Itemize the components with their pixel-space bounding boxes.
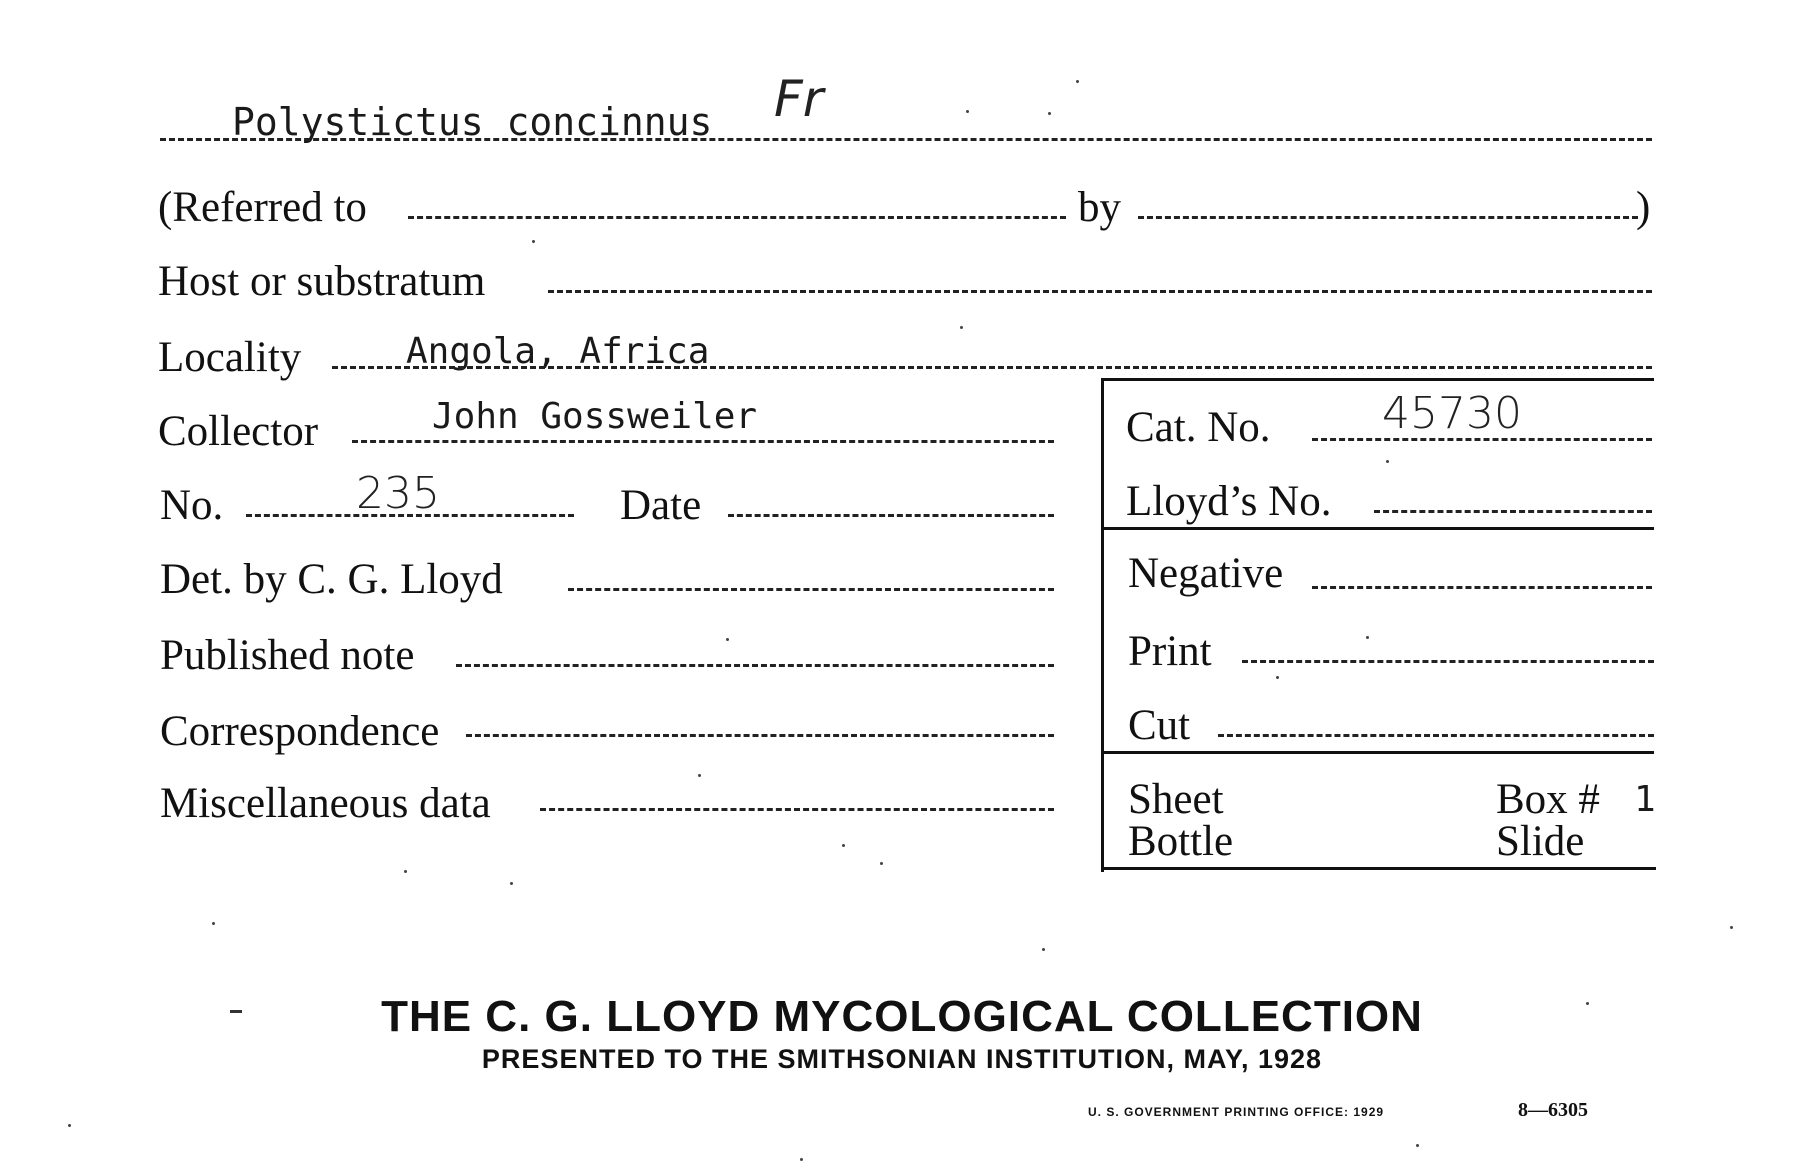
locality-line [332,366,1652,369]
misc-data-label: Miscellaneous data [160,780,491,827]
negative-label: Negative [1128,550,1284,597]
species-annotation: Fr [774,70,824,128]
scan-speck [960,326,963,329]
det-by-label: Det. by C. G. Lloyd [160,556,503,603]
print-label: Print [1128,628,1212,675]
published-note-label: Published note [160,632,415,679]
scan-speck [1366,636,1369,639]
collector-label: Collector [158,408,319,455]
collection-subtitle: PRESENTED TO THE SMITHSONIAN INSTITUTION, MAY, 1928 [481,1044,1323,1074]
bottle-label: Bottle [1128,818,1234,865]
scan-speck [68,1124,71,1127]
box-bottom-rule [1102,867,1656,870]
cat-no-value: 45730 [1382,388,1522,439]
collection-title: THE C. G. LLOYD MYCOLOGICAL COLLECTION [381,992,1423,1041]
negative-line [1312,586,1652,589]
collector-value: John Gossweiler [432,396,758,437]
box-rule-2 [1102,751,1654,754]
referred-by-label: by [1078,184,1121,231]
scan-speck [1730,926,1733,929]
scan-mark [230,1010,242,1013]
det-by-line [568,588,1054,591]
cut-line [1218,734,1654,737]
misc-data-line [540,808,1054,811]
box-rule-1 [1102,527,1654,530]
box-top-rule [1102,378,1654,381]
referred-to-line [408,216,1066,219]
scan-speck [212,922,215,925]
scan-speck [1586,1002,1589,1005]
collector-line [352,440,1054,443]
close-paren: ) [1636,184,1651,231]
scan-speck [1076,80,1079,83]
number-label: No. [160,482,224,529]
cut-label: Cut [1128,702,1191,749]
locality-label: Locality [158,334,302,381]
species-name: Polystictus concinnus [232,100,713,144]
correspondence-line [466,734,1054,737]
sheet-label: Sheet [1128,776,1224,823]
scan-speck [698,774,701,777]
scan-speck [800,1158,803,1161]
host-line [548,290,1652,293]
host-label: Host or substratum [158,258,486,305]
scan-speck [510,882,513,885]
scan-speck [726,638,729,641]
published-note-line [456,664,1054,667]
scan-speck [532,240,535,243]
printer-imprint: U. S. GOVERNMENT PRINTING OFFICE: 1929 [1088,1105,1385,1119]
species-line [160,138,1652,141]
referred-by-line [1138,216,1638,219]
scan-speck [1042,948,1045,951]
referred-to-label: (Referred to [158,184,367,231]
print-line [1242,660,1654,663]
slide-label: Slide [1496,818,1585,865]
scan-speck [1416,1144,1419,1147]
scan-speck [880,862,883,865]
scan-speck [1048,112,1051,115]
number-value: 235 [356,468,440,519]
date-line [728,514,1054,517]
cat-no-label: Cat. No. [1126,404,1271,451]
scan-speck [1386,460,1389,463]
box-value: 1 [1634,779,1656,820]
form-number: 8—6305 [1518,1099,1588,1121]
date-label: Date [620,482,702,529]
lloyds-no-line [1374,510,1652,513]
scan-speck [404,870,407,873]
locality-value: Angola, Africa [406,331,710,372]
correspondence-label: Correspondence [160,708,440,755]
box-left-rule [1101,378,1104,872]
cat-no-line [1312,438,1652,441]
scan-speck [1276,676,1279,679]
number-line [246,514,574,517]
lloyds-no-label: Lloyd’s No. [1126,478,1332,525]
scan-speck [842,844,845,847]
box-label: Box # [1496,776,1600,823]
scan-speck [966,110,969,113]
